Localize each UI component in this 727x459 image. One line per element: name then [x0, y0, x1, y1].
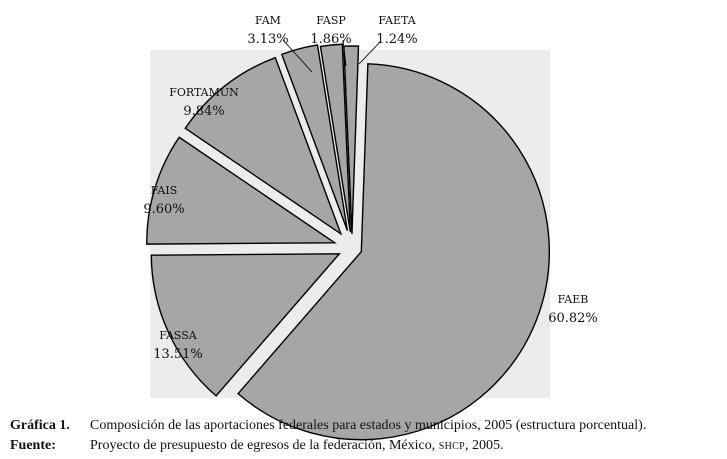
slice-label-fam: FAM: [255, 14, 281, 27]
slice-value-fassa: 13.51%: [153, 347, 203, 362]
caption-figure-key: Gráfica 1.: [10, 418, 70, 433]
slice-label-faeta: FAETA: [378, 14, 416, 27]
slice-label-faeb: FAEB: [557, 293, 589, 306]
figure-caption: [10, 416, 725, 457]
caption-figure-text: Composición de las aportaciones federales para estados y municipios, 2005 (estructura porcentual).: [90, 418, 647, 433]
slice-value-faeb: 60.82%: [548, 311, 598, 326]
slice-label-fasp: FASP: [316, 14, 346, 27]
slice-value-fortamun: 9.84%: [183, 104, 225, 119]
slice-value-fasp: 1.86%: [310, 32, 352, 47]
slice-label-fais: FAIS: [150, 184, 178, 197]
slice-value-fais: 9.60%: [143, 202, 185, 217]
slice-value-faeta: 1.24%: [376, 32, 418, 47]
caption-source-row: [10, 436, 725, 457]
caption-source-text-after: , 2005.: [464, 438, 504, 453]
slice-label-fortamun: FORTAMUN: [169, 86, 239, 99]
slice-label-fassa: FASSA: [159, 329, 197, 342]
slice-value-fam: 3.13%: [247, 32, 289, 47]
caption-source-key: Fuente:: [10, 438, 56, 453]
caption-source-text: [90, 436, 503, 457]
caption-source-abbrev: SHCP: [438, 441, 465, 452]
caption-figure-row: [10, 416, 725, 436]
caption-source-text-before: Proyecto de presupuesto de egresos de la federación, México,: [90, 438, 439, 453]
